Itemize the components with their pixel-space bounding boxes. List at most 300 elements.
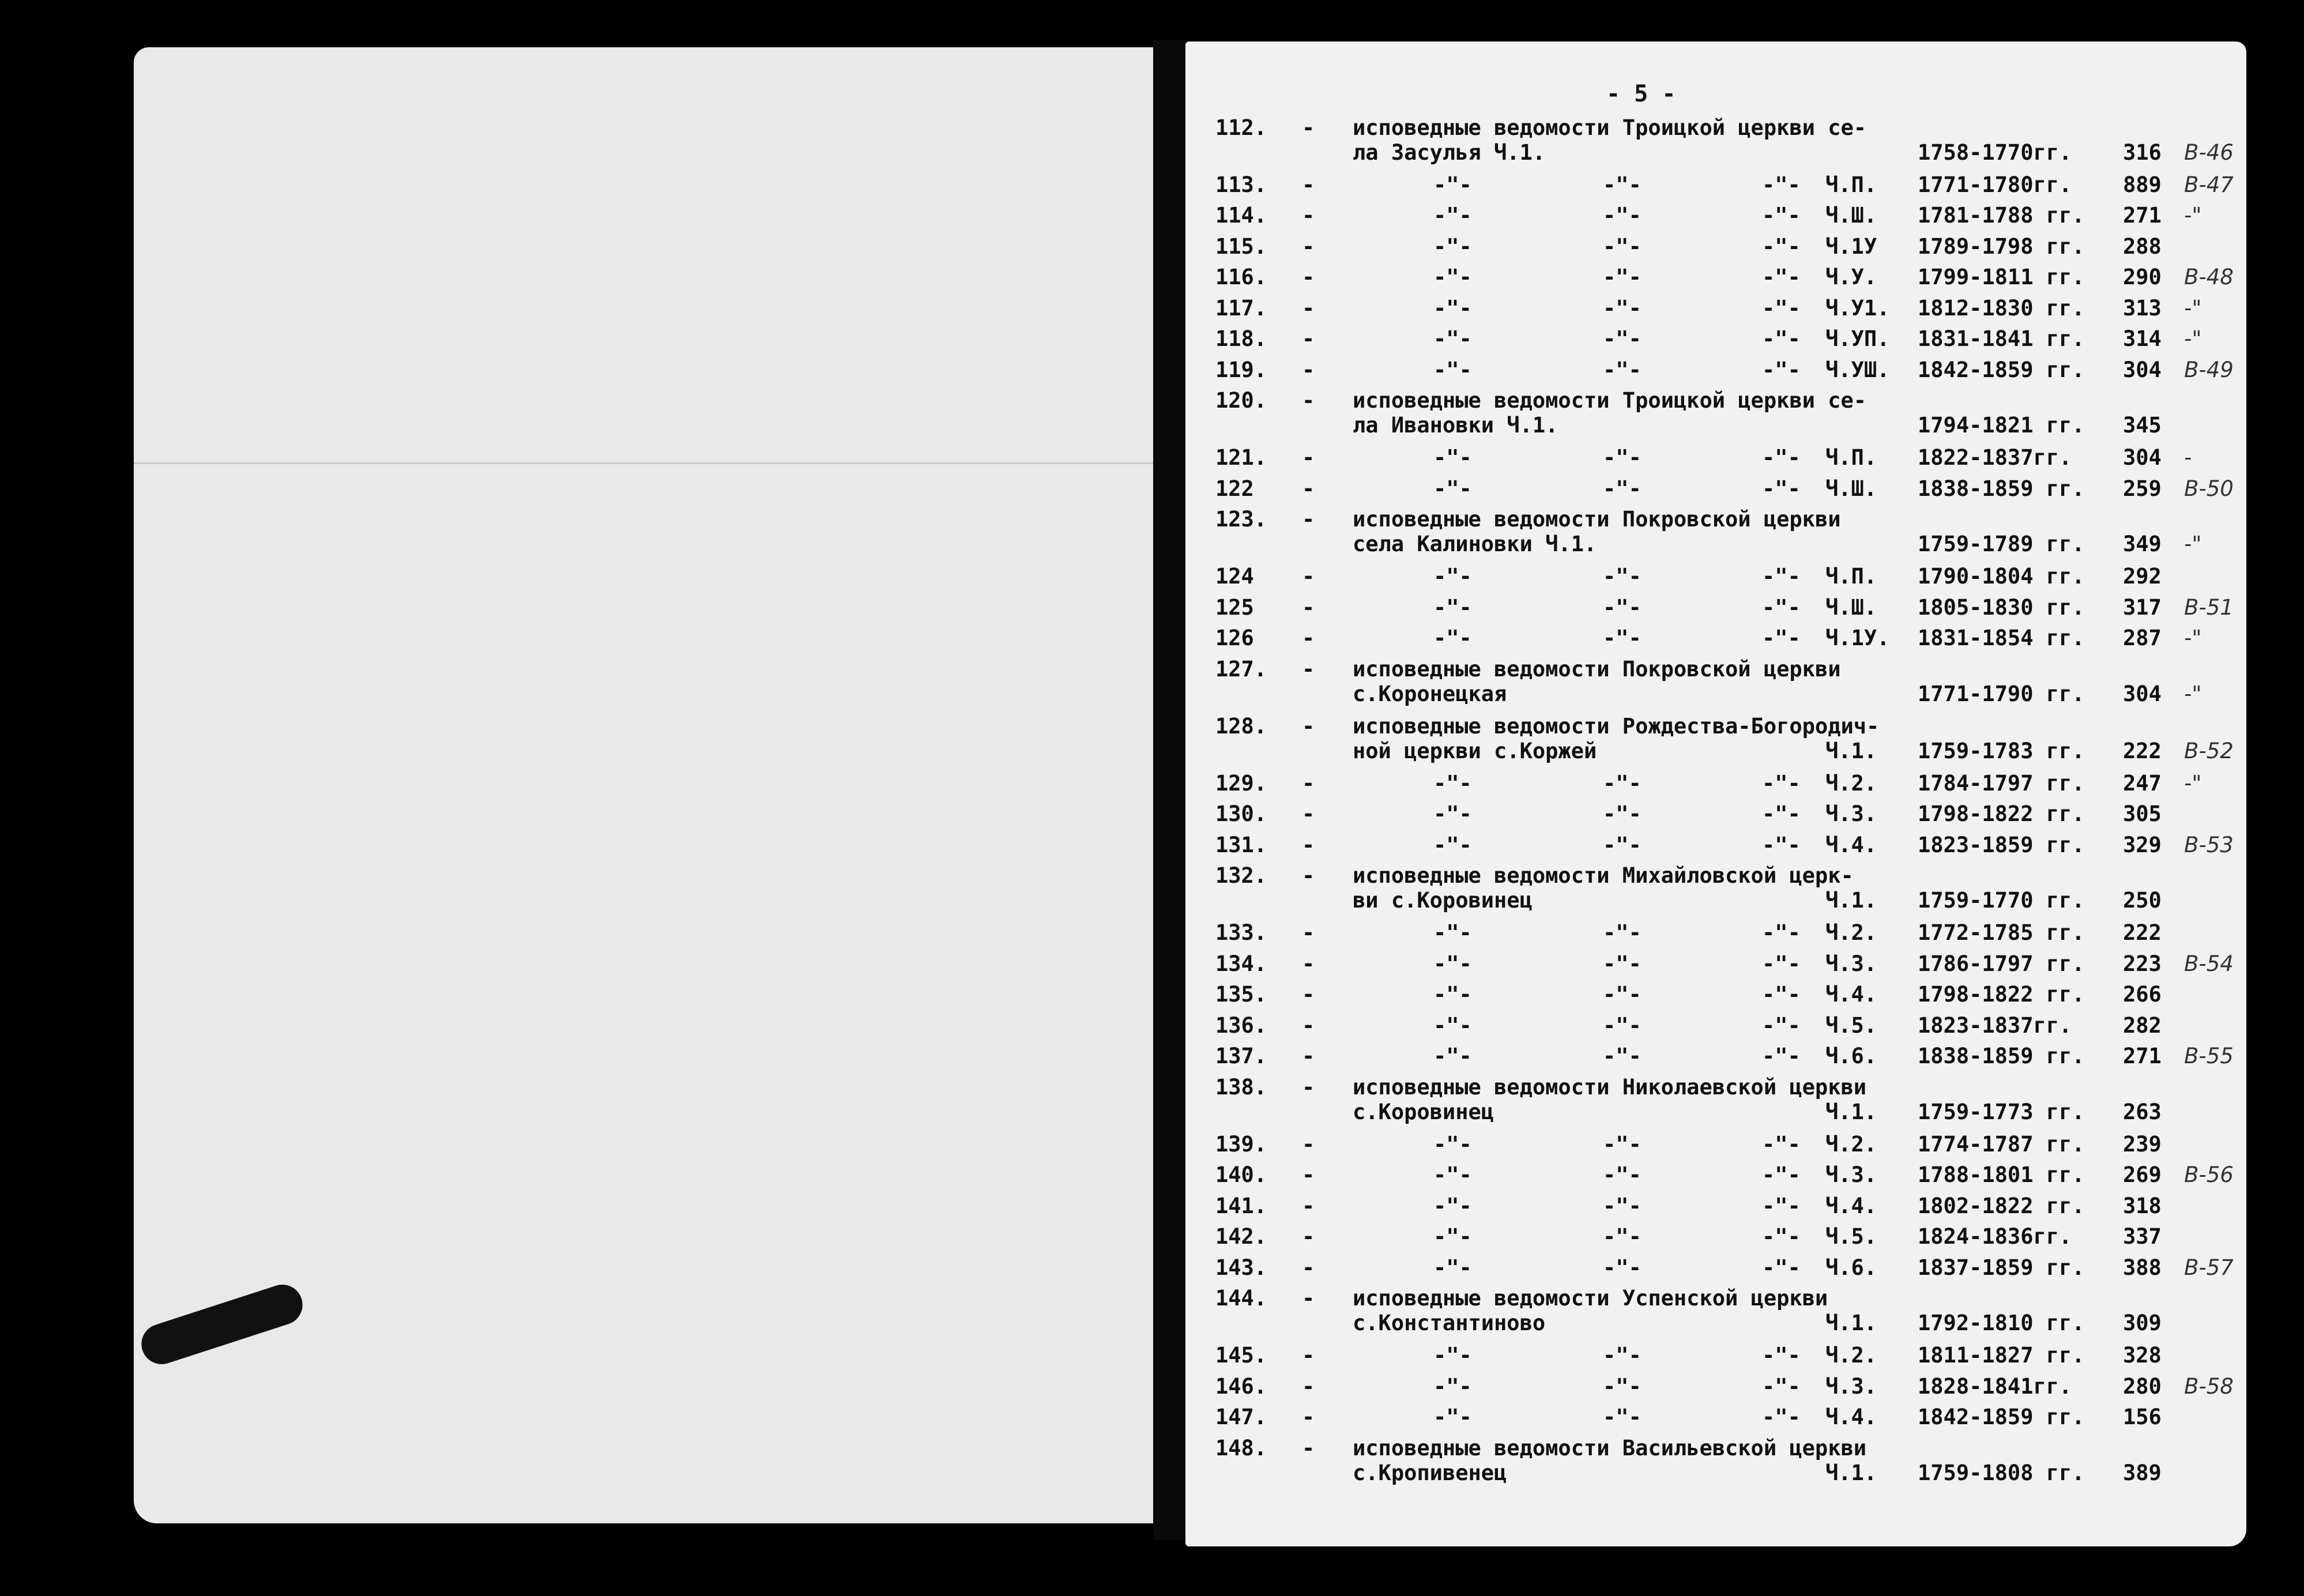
- ditto-mark: -"-: [1433, 326, 1472, 352]
- row-dash: -: [1302, 1286, 1315, 1311]
- register-row: [0, 833, 2304, 859]
- register-row: [0, 507, 2304, 533]
- row-pages: 287: [2123, 626, 2162, 651]
- row-number: 129.: [1215, 770, 1267, 796]
- row-pages: 269: [2123, 1162, 2162, 1188]
- ditto-mark: -"-: [1603, 920, 1642, 946]
- row-years: 1771-1790 гг.: [1918, 681, 2085, 706]
- ditto-mark: -"-: [1762, 1405, 1801, 1430]
- ditto-mark: -"-: [1433, 357, 1472, 382]
- row-number: 113.: [1215, 172, 1267, 197]
- row-pages: 329: [2123, 832, 2162, 857]
- row-volume: Ч.1.: [1825, 1460, 1877, 1485]
- ditto-mark: -"-: [1762, 1373, 1801, 1399]
- row-pages: 259: [2123, 476, 2162, 501]
- ditto-mark: -"-: [1762, 801, 1801, 827]
- row-dash: -: [1302, 1255, 1315, 1280]
- row-volume: Ч.У.: [1825, 265, 1877, 290]
- row-dash: -: [1302, 982, 1315, 1007]
- row-pages: 316: [2123, 140, 2162, 165]
- row-note: В-54: [2184, 951, 2234, 976]
- register-row: [0, 388, 2304, 415]
- ditto-mark: -"-: [1433, 801, 1472, 827]
- register-row: [0, 1436, 2304, 1462]
- ditto-mark: -"-: [1762, 832, 1801, 857]
- row-years: 1759-1789 гг.: [1918, 532, 2085, 557]
- register-row-continuation: [0, 532, 2304, 558]
- row-dash: -: [1302, 445, 1315, 470]
- row-dash: -: [1302, 1343, 1315, 1368]
- row-note: В-55: [2184, 1044, 2234, 1069]
- row-volume: Ч.5.: [1825, 1224, 1877, 1249]
- row-volume: Ч.П.: [1825, 564, 1877, 589]
- row-pages: 292: [2123, 564, 2162, 589]
- row-number: 132.: [1215, 863, 1267, 889]
- ditto-mark: -"-: [1603, 594, 1642, 620]
- row-number: 126: [1215, 626, 1254, 651]
- row-dash: -: [1302, 1162, 1315, 1188]
- ditto-mark: -"-: [1603, 1224, 1642, 1249]
- row-dash: -: [1302, 1131, 1315, 1157]
- ditto-mark: -"-: [1603, 265, 1642, 290]
- row-dash: -: [1302, 234, 1315, 259]
- row-number: 145.: [1215, 1343, 1267, 1368]
- ditto-mark: -"-: [1433, 1343, 1472, 1368]
- row-number: 134.: [1215, 951, 1267, 976]
- ditto-mark: -"-: [1762, 172, 1801, 197]
- row-dash: -: [1302, 1074, 1315, 1100]
- row-description: исповедные ведомости Троицкой церкви се-: [1353, 115, 1867, 140]
- row-volume: Ч.1.: [1825, 1099, 1877, 1124]
- row-pages: 305: [2123, 801, 2162, 827]
- ditto-mark: -"-: [1603, 476, 1642, 501]
- row-volume: Ч.У1.: [1825, 295, 1890, 321]
- ditto-mark: -"-: [1433, 1224, 1472, 1249]
- row-years: 1792-1810 гг.: [1918, 1311, 2085, 1336]
- row-note: В-50: [2184, 476, 2234, 501]
- row-number: 144.: [1215, 1286, 1267, 1311]
- row-dash: -: [1302, 265, 1315, 290]
- row-years: 1831-1841 гг.: [1918, 326, 2085, 352]
- row-dash: -: [1302, 1435, 1315, 1461]
- ditto-mark: -"-: [1603, 951, 1642, 976]
- row-dash: -: [1302, 656, 1315, 682]
- row-volume: Ч.Ш.: [1825, 594, 1877, 620]
- ditto-mark: -"-: [1433, 1131, 1472, 1157]
- register-row: [0, 445, 2304, 472]
- row-note: В-49: [2184, 357, 2234, 382]
- ditto-mark: -"-: [1762, 295, 1801, 321]
- row-note: -": [2184, 532, 2202, 557]
- row-note: -": [2184, 326, 2202, 352]
- register-row-continuation: [0, 413, 2304, 439]
- row-years: 1759-1773 гг.: [1918, 1099, 2085, 1124]
- row-years: 1842-1859 гг.: [1918, 1405, 2085, 1430]
- register-row: [0, 564, 2304, 590]
- ditto-mark: -"-: [1603, 626, 1642, 651]
- row-number: 124: [1215, 564, 1254, 589]
- register-row: [0, 1374, 2304, 1401]
- row-dash: -: [1302, 1224, 1315, 1249]
- row-years: 1831-1854 гг.: [1918, 626, 2085, 651]
- row-pages: 318: [2123, 1193, 2162, 1218]
- row-number: 140.: [1215, 1162, 1267, 1188]
- row-dash: -: [1302, 863, 1315, 889]
- row-note: В-51: [2184, 594, 2234, 620]
- row-volume: Ч.6.: [1825, 1255, 1877, 1280]
- row-dash: -: [1302, 203, 1315, 228]
- ditto-mark: -"-: [1433, 172, 1472, 197]
- row-number: 133.: [1215, 920, 1267, 946]
- row-volume: Ч.2.: [1825, 770, 1877, 796]
- ditto-mark: -"-: [1603, 1131, 1642, 1157]
- row-years: 1812-1830 гг.: [1918, 295, 2085, 321]
- row-pages: 337: [2123, 1224, 2162, 1249]
- row-volume: Ч.3.: [1825, 801, 1877, 827]
- row-pages: 250: [2123, 888, 2162, 913]
- row-volume: Ч.Ш.: [1825, 203, 1877, 228]
- ditto-mark: -"-: [1433, 1373, 1472, 1399]
- row-dash: -: [1302, 172, 1315, 197]
- register-row-continuation: [0, 682, 2304, 708]
- ditto-mark: -"-: [1433, 1162, 1472, 1188]
- row-years: 1828-1841гг.: [1918, 1373, 2072, 1399]
- ditto-mark: -"-: [1433, 951, 1472, 976]
- ditto-mark: -"-: [1433, 594, 1472, 620]
- row-volume: Ч.3.: [1825, 1373, 1877, 1399]
- row-pages: 271: [2123, 203, 2162, 228]
- ditto-mark: -"-: [1762, 203, 1801, 228]
- row-years: 1837-1859 гг.: [1918, 1255, 2085, 1280]
- ditto-mark: -"-: [1433, 1405, 1472, 1430]
- register-row: [0, 982, 2304, 1008]
- row-pages: 317: [2123, 594, 2162, 620]
- row-note: В-53: [2184, 832, 2234, 857]
- row-years: 1771-1780гг.: [1918, 172, 2072, 197]
- ditto-mark: -"-: [1603, 172, 1642, 197]
- row-years: 1802-1822 гг.: [1918, 1193, 2085, 1218]
- register-row: [0, 714, 2304, 740]
- row-description: исповедные ведомости Михайловской церк-: [1353, 863, 1854, 889]
- row-dash: -: [1302, 115, 1315, 140]
- row-years: 1799-1811 гг.: [1918, 265, 2085, 290]
- row-note: В-47: [2184, 172, 2234, 197]
- row-years: 1805-1830 гг.: [1918, 594, 2085, 620]
- row-volume: Ч.4.: [1825, 1405, 1877, 1430]
- row-number: 123.: [1215, 507, 1267, 532]
- row-years: 1838-1859 гг.: [1918, 476, 2085, 501]
- row-number: 147.: [1215, 1405, 1267, 1430]
- row-note: -: [2184, 445, 2192, 470]
- ditto-mark: -"-: [1433, 265, 1472, 290]
- register-row: [0, 234, 2304, 261]
- ditto-mark: -"-: [1433, 476, 1472, 501]
- row-dash: -: [1302, 476, 1315, 501]
- ditto-mark: -"-: [1433, 1012, 1472, 1038]
- row-dash: -: [1302, 1405, 1315, 1430]
- row-number: 143.: [1215, 1255, 1267, 1280]
- row-volume: Ч.2.: [1825, 1343, 1877, 1368]
- row-pages: 239: [2123, 1131, 2162, 1157]
- row-number: 112.: [1215, 115, 1267, 140]
- row-volume: Ч.4.: [1825, 832, 1877, 857]
- ditto-mark: -"-: [1433, 445, 1472, 470]
- row-years: 1786-1797 гг.: [1918, 951, 2085, 976]
- row-dash: -: [1302, 770, 1315, 796]
- row-volume: Ч.4.: [1825, 1193, 1877, 1218]
- row-note: -": [2184, 626, 2202, 651]
- row-number: 114.: [1215, 203, 1267, 228]
- ditto-mark: -"-: [1603, 234, 1642, 259]
- register-row: [0, 863, 2304, 890]
- register-row-continuation: [0, 1100, 2304, 1126]
- ditto-mark: -"-: [1433, 832, 1472, 857]
- row-number: 136.: [1215, 1012, 1267, 1038]
- ditto-mark: -"-: [1603, 295, 1642, 321]
- ditto-mark: -"-: [1762, 594, 1801, 620]
- ditto-mark: -"-: [1433, 203, 1472, 228]
- register-row: [0, 1132, 2304, 1158]
- register-row-continuation: [0, 140, 2304, 167]
- ditto-mark: -"-: [1603, 1343, 1642, 1368]
- register-row: [0, 595, 2304, 622]
- row-years: 1822-1837гг.: [1918, 445, 2072, 470]
- row-dash: -: [1302, 295, 1315, 321]
- row-volume: Ч.5.: [1825, 1012, 1877, 1038]
- row-pages: 280: [2123, 1373, 2162, 1399]
- row-dash: -: [1302, 357, 1315, 382]
- row-dash: -: [1302, 507, 1315, 532]
- row-volume: Ч.П.: [1825, 172, 1877, 197]
- row-number: 118.: [1215, 326, 1267, 352]
- ditto-mark: -"-: [1433, 1255, 1472, 1280]
- row-number: 130.: [1215, 801, 1267, 827]
- row-pages: 889: [2123, 172, 2162, 197]
- row-pages: 304: [2123, 681, 2162, 706]
- register-row: [0, 657, 2304, 683]
- row-pages: 389: [2123, 1460, 2162, 1485]
- row-description: исповедные ведомости Троицкой церкви се-: [1353, 388, 1867, 413]
- row-volume: Ч.2.: [1825, 1131, 1877, 1157]
- row-pages: 314: [2123, 326, 2162, 352]
- row-pages: 349: [2123, 532, 2162, 557]
- ditto-mark: -"-: [1762, 626, 1801, 651]
- ditto-mark: -"-: [1762, 951, 1801, 976]
- register-row: [0, 1255, 2304, 1282]
- ditto-mark: -"-: [1762, 1193, 1801, 1218]
- row-dash: -: [1302, 801, 1315, 827]
- ditto-mark: -"-: [1603, 801, 1642, 827]
- row-pages: 288: [2123, 234, 2162, 259]
- register-row: [0, 357, 2304, 384]
- row-description: исповедные ведомости Николаевской церкви: [1353, 1074, 1867, 1100]
- row-pages: 290: [2123, 265, 2162, 290]
- register-row-continuation: [0, 1311, 2304, 1337]
- register-row-continuation: [0, 888, 2304, 914]
- ditto-mark: -"-: [1762, 564, 1801, 589]
- register-row: [0, 115, 2304, 142]
- ditto-mark: -"-: [1433, 564, 1472, 589]
- row-note: В-46: [2184, 140, 2234, 165]
- ditto-mark: -"-: [1603, 832, 1642, 857]
- row-pages: 313: [2123, 295, 2162, 321]
- ditto-mark: -"-: [1603, 564, 1642, 589]
- row-volume: Ч.1.: [1825, 738, 1877, 763]
- ditto-mark: -"-: [1603, 1162, 1642, 1188]
- register-row: [0, 265, 2304, 291]
- ditto-mark: -"-: [1762, 1012, 1801, 1038]
- row-years: 1823-1837гг.: [1918, 1012, 2072, 1038]
- row-volume: Ч.2.: [1825, 920, 1877, 946]
- ditto-mark: -"-: [1762, 770, 1801, 796]
- register-row: [0, 1013, 2304, 1040]
- register-row: [0, 1075, 2304, 1101]
- row-description-cont: ви с.Коровинец: [1353, 888, 1533, 913]
- ditto-mark: -"-: [1762, 265, 1801, 290]
- ditto-mark: -"-: [1433, 295, 1472, 321]
- register-row: [0, 920, 2304, 947]
- row-dash: -: [1302, 1012, 1315, 1038]
- register-row: [0, 1224, 2304, 1251]
- row-volume: Ч.УШ.: [1825, 357, 1890, 382]
- row-note: В-57: [2184, 1255, 2234, 1280]
- register-row: [0, 626, 2304, 652]
- row-number: 142.: [1215, 1224, 1267, 1249]
- row-number: 121.: [1215, 445, 1267, 470]
- row-years: 1759-1808 гг.: [1918, 1460, 2085, 1485]
- row-dash: -: [1302, 920, 1315, 946]
- ditto-mark: -"-: [1762, 1162, 1801, 1188]
- row-years: 1798-1822 гг.: [1918, 982, 2085, 1007]
- row-years: 1794-1821 гг.: [1918, 413, 2085, 438]
- row-pages: 247: [2123, 770, 2162, 796]
- row-note: -": [2184, 203, 2202, 228]
- register-row: [0, 1405, 2304, 1431]
- ditto-mark: -"-: [1762, 326, 1801, 352]
- row-dash: -: [1302, 1373, 1315, 1399]
- row-volume: Ч.1.: [1825, 1311, 1877, 1336]
- row-number: 148.: [1215, 1435, 1267, 1461]
- row-years: 1788-1801 гг.: [1918, 1162, 2085, 1188]
- register-row: [0, 1044, 2304, 1070]
- ditto-mark: -"-: [1433, 770, 1472, 796]
- register-row-continuation: [0, 1461, 2304, 1487]
- row-volume: Ч.6.: [1825, 1044, 1877, 1069]
- row-number: 125: [1215, 594, 1254, 620]
- row-pages: 345: [2123, 413, 2162, 438]
- ditto-mark: -"-: [1603, 1193, 1642, 1218]
- row-years: 1838-1859 гг.: [1918, 1044, 2085, 1069]
- row-number: 117.: [1215, 295, 1267, 321]
- row-description: исповедные ведомости Покровской церкви: [1353, 507, 1841, 532]
- row-pages: 223: [2123, 951, 2162, 976]
- row-number: 119.: [1215, 357, 1267, 382]
- row-description-cont: с.Кропивенец: [1353, 1460, 1507, 1485]
- row-years: 1784-1797 гг.: [1918, 770, 2085, 796]
- row-pages: 222: [2123, 920, 2162, 946]
- ditto-mark: -"-: [1433, 920, 1472, 946]
- ditto-mark: -"-: [1433, 626, 1472, 651]
- row-volume: Ч.УП.: [1825, 326, 1890, 352]
- row-years: 1758-1770гг.: [1918, 140, 2072, 165]
- row-years: 1772-1785 гг.: [1918, 920, 2085, 946]
- row-description: исповедные ведомости Успенской церкви: [1353, 1286, 1828, 1311]
- register-row: [0, 801, 2304, 828]
- row-pages: 309: [2123, 1311, 2162, 1336]
- ditto-mark: -"-: [1603, 326, 1642, 352]
- row-number: 115.: [1215, 234, 1267, 259]
- row-years: 1798-1822 гг.: [1918, 801, 2085, 827]
- row-years: 1781-1788 гг.: [1918, 203, 2085, 228]
- register-row: [0, 172, 2304, 199]
- row-description-cont: села Калиновки Ч.1.: [1353, 532, 1597, 557]
- ditto-mark: -"-: [1762, 357, 1801, 382]
- row-note: В-52: [2184, 738, 2234, 763]
- row-number: 146.: [1215, 1373, 1267, 1399]
- ditto-mark: -"-: [1433, 1193, 1472, 1218]
- ditto-mark: -"-: [1433, 234, 1472, 259]
- row-pages: 304: [2123, 357, 2162, 382]
- row-number: 122: [1215, 476, 1254, 501]
- row-description-cont: с.Коронецкая: [1353, 681, 1507, 706]
- row-volume: Ч.1.: [1825, 888, 1877, 913]
- row-years: 1790-1804 гг.: [1918, 564, 2085, 589]
- row-note: В-56: [2184, 1162, 2234, 1188]
- ditto-mark: -"-: [1603, 357, 1642, 382]
- register-row: [0, 326, 2304, 353]
- row-years: 1811-1827 гг.: [1918, 1343, 2085, 1368]
- register-row: [0, 1343, 2304, 1369]
- register-row: [0, 203, 2304, 229]
- row-note: -": [2184, 295, 2202, 321]
- row-years: 1759-1770 гг.: [1918, 888, 2085, 913]
- row-years: 1774-1787 гг.: [1918, 1131, 2085, 1157]
- row-number: 128.: [1215, 713, 1267, 739]
- row-description: исповедные ведомости Покровской церкви: [1353, 656, 1841, 682]
- row-dash: -: [1302, 564, 1315, 589]
- row-description: исповедные ведомости Рождества-Богородич-: [1353, 713, 1880, 739]
- row-dash: -: [1302, 626, 1315, 651]
- register-row: [0, 1162, 2304, 1189]
- ditto-mark: -"-: [1762, 476, 1801, 501]
- row-dash: -: [1302, 594, 1315, 620]
- row-pages: 304: [2123, 445, 2162, 470]
- row-number: 127.: [1215, 656, 1267, 682]
- ditto-mark: -"-: [1603, 770, 1642, 796]
- register-row: [0, 476, 2304, 503]
- row-dash: -: [1302, 951, 1315, 976]
- ditto-mark: -"-: [1433, 982, 1472, 1007]
- row-pages: 266: [2123, 982, 2162, 1007]
- ditto-mark: -"-: [1603, 1044, 1642, 1069]
- row-description: исповедные ведомости Васильевской церкви: [1353, 1435, 1867, 1461]
- row-pages: 328: [2123, 1343, 2162, 1368]
- row-dash: -: [1302, 388, 1315, 413]
- row-description-cont: ной церкви с.Коржей: [1353, 738, 1597, 763]
- register-row: [0, 1194, 2304, 1220]
- row-number: 137.: [1215, 1044, 1267, 1069]
- row-description-cont: ла Засулья Ч.1.: [1353, 140, 1546, 165]
- ditto-mark: -"-: [1603, 1012, 1642, 1038]
- row-note: В-58: [2184, 1373, 2234, 1399]
- row-number: 135.: [1215, 982, 1267, 1007]
- ditto-mark: -"-: [1603, 1373, 1642, 1399]
- ditto-mark: -"-: [1433, 1044, 1472, 1069]
- row-volume: Ч.П.: [1825, 445, 1877, 470]
- row-dash: -: [1302, 713, 1315, 739]
- row-pages: 156: [2123, 1405, 2162, 1430]
- row-pages: 282: [2123, 1012, 2162, 1038]
